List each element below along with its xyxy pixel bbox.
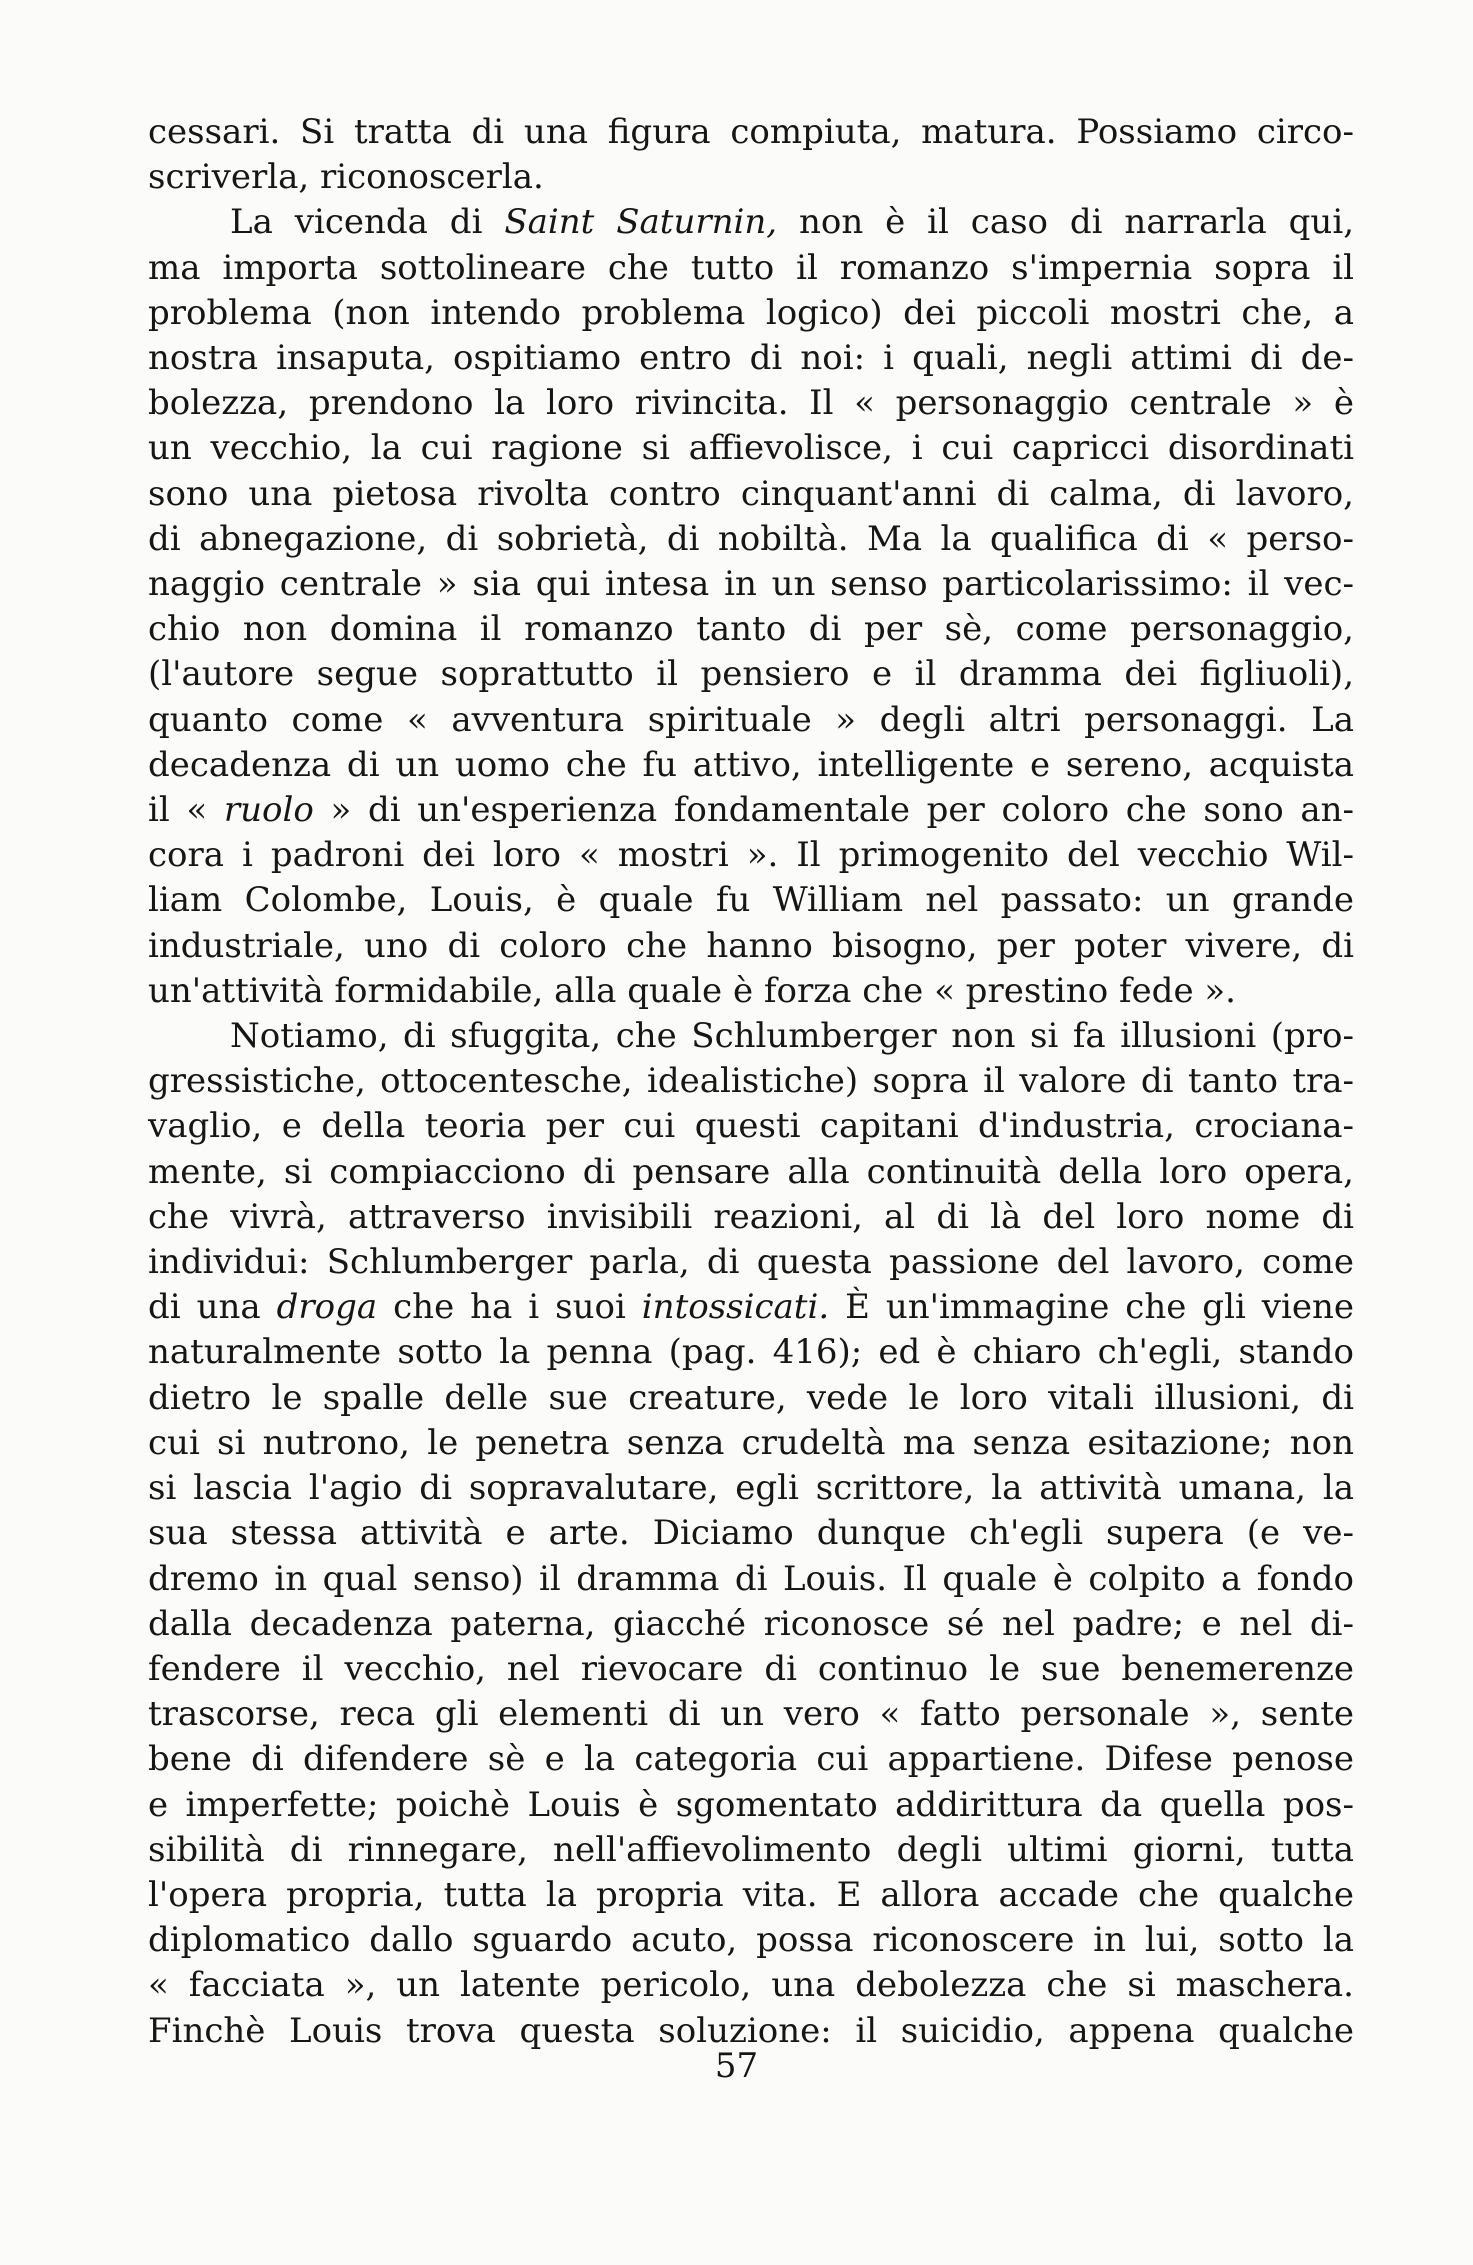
- paragraph-2: [148, 200, 1354, 1014]
- text-line: trascorse, reca gli elementi di un vero « fatto personale », sente: [148, 1694, 1354, 1735]
- italic-droga: droga: [276, 1287, 378, 1328]
- text-line: diplomatico dallo sguardo acuto, possa riconoscere in lui, sotto la: [148, 1920, 1354, 1961]
- text-line: gressistiche, ottocentesche, idealistiche) sopra il valore di tanto tra-: [148, 1061, 1354, 1102]
- text-line: l'opera propria, tutta la propria vita. E allora accade che qualche: [148, 1874, 1354, 1915]
- text-line: dremo in qual senso) il dramma di Louis. Il quale è colpito a fondo: [148, 1558, 1354, 1599]
- text-line: il « ruolo » di un'esperienza fondamentale per coloro che sono an-: [148, 790, 1355, 831]
- text-line: un vecchio, la cui ragione si affievolisce, i cui capricci disordinati: [148, 428, 1354, 469]
- text-line: decadenza di un uomo che fu attivo, intelligente e sereno, acquista: [148, 744, 1354, 785]
- text-line: cessari. Si tratta di una figura compiuta, matura. Possiamo circo-: [148, 112, 1354, 152]
- text-line: e imperfette; poichè Louis è sgomentato addirittura da quella pos-: [148, 1784, 1354, 1825]
- text-line: fendere il vecchio, nel rievocare di continuo le sue benemerenze: [148, 1648, 1354, 1689]
- text-line: di una droga che ha i suoi intossicati. È un'immagine che gli viene: [148, 1287, 1354, 1328]
- text-line: scriverla, riconoscerla.: [148, 157, 544, 198]
- text-line: industriale, uno di coloro che hanno bisogno, per poter vivere, di: [148, 925, 1354, 966]
- text-line: vaglio, e della teoria per cui questi capitani d'industria, crociana-: [148, 1106, 1354, 1147]
- text-line: liam Colombe, Louis, è quale fu William nel passato: un grande: [148, 880, 1354, 921]
- text-line: La vicenda di Saint Saturnin, non è il caso di narrarla qui,: [230, 202, 1355, 243]
- text-line: bolezza, prendono la loro rivincita. Il « personaggio centrale » è: [148, 383, 1354, 424]
- text-line: ma importa sottolineare che tutto il romanzo s'impernia sopra il: [148, 247, 1354, 288]
- text-line: nostra insaputa, ospitiamo entro di noi: i quali, negli attimi di de-: [148, 338, 1354, 379]
- text-line: dietro le spalle delle sue creature, vede le loro vitali illusioni, di: [148, 1377, 1354, 1418]
- text-line: sono una pietosa rivolta contro cinquant'anni di calma, di lavoro,: [148, 473, 1354, 514]
- text-line: naggio centrale » sia qui intesa in un senso particolarissimo: il vec-: [148, 564, 1354, 605]
- text-line: sibilità di rinnegare, nell'affievolimento degli ultimi giorni, tutta: [148, 1829, 1354, 1870]
- text-line: mente, si compiacciono di pensare alla continuità della loro opera,: [148, 1151, 1354, 1192]
- text-line: chio non domina il romanzo tanto di per sè, come personaggio,: [148, 609, 1354, 650]
- text-line: che vivrà, attraverso invisibili reazioni, al di là del loro nome di: [148, 1196, 1354, 1237]
- book-title-saint-saturnin: Saint Saturnin,: [504, 202, 778, 243]
- paragraph-1: [148, 110, 1354, 200]
- text-line: cui si nutrono, le penetra senza crudeltà ma senza esitazione; non: [148, 1422, 1354, 1463]
- text-line: naturalmente sotto la penna (pag. 416); ed è chiaro ch'egli, stando: [148, 1332, 1354, 1373]
- text-line: problema (non intendo problema logico) dei piccoli mostri che, a: [148, 292, 1354, 333]
- text-line: un'attività formidabile, alla quale è forza che « prestino fede ».: [148, 970, 1236, 1011]
- body-text: [148, 110, 1354, 2054]
- paragraph-3: [148, 1014, 1354, 2054]
- text-line: si lascia l'agio di sopravalutare, egli scrittore, la attività umana, la: [148, 1468, 1354, 1509]
- text-line: dalla decadenza paterna, giacché riconosce sé nel padre; e nel di-: [148, 1603, 1354, 1644]
- italic-ruolo: ruolo: [223, 790, 314, 831]
- text-line: cora i padroni dei loro « mostri ». Il primogenito del vecchio Wil-: [148, 835, 1354, 876]
- text-line: « facciata », un latente pericolo, una debolezza che si maschera.: [148, 1965, 1354, 2006]
- page-number: 57: [714, 2046, 759, 2086]
- text-line: di abnegazione, di sobrietà, di nobiltà. Ma la qualifica di « perso-: [148, 518, 1354, 559]
- text-line: sua stessa attività e arte. Diciamo dunque ch'egli supera (e ve-: [148, 1513, 1354, 1554]
- text-line: bene di difendere sè e la categoria cui appartiene. Difese penose: [148, 1739, 1354, 1780]
- text-line: individui: Schlumberger parla, di questa passione del lavoro, come: [148, 1242, 1354, 1283]
- text-line: Notiamo, di sfuggita, che Schlumberger non si fa illusioni (pro-: [230, 1016, 1354, 1057]
- italic-intossicati: intossicati.: [641, 1287, 830, 1328]
- text-line: Finchè Louis trova questa soluzione: il suicidio, appena qualche: [148, 2010, 1354, 2051]
- text-line: (l'autore segue soprattutto il pensiero e il dramma dei figliuoli),: [148, 654, 1354, 695]
- text-line: quanto come « avventura spirituale » degli altri personaggi. La: [148, 699, 1354, 740]
